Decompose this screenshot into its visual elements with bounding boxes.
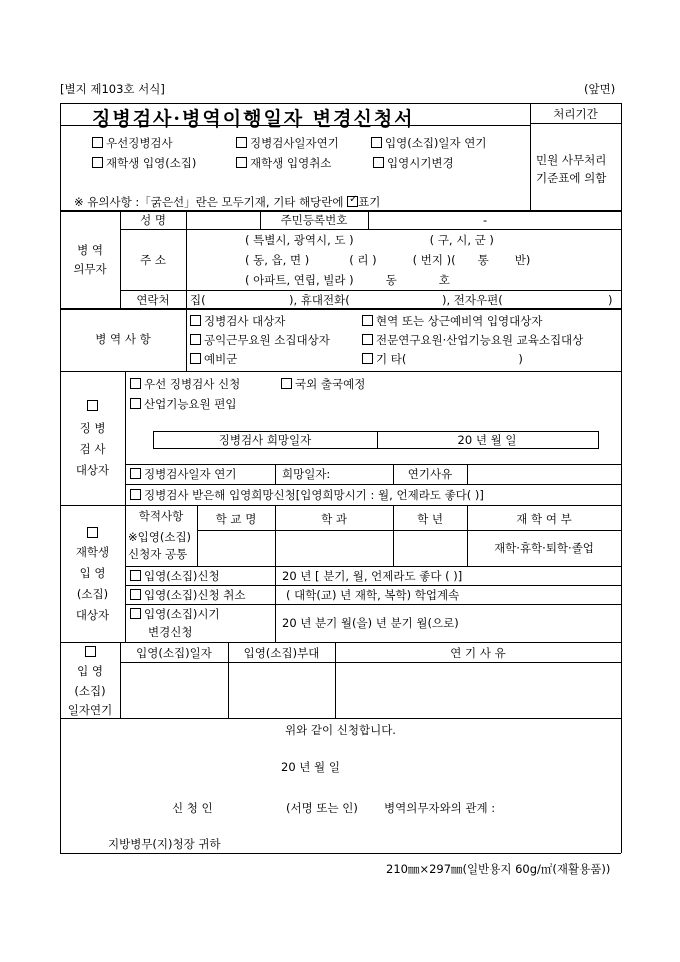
col-status: 재 학 여 부	[516, 512, 572, 526]
check-exam-section[interactable]	[60, 399, 125, 413]
check-after-exam[interactable]: 징병검사 받은해 입영희망신청[입영희망시기 : 월, 언제라도 좋다( )]	[130, 488, 484, 502]
rrn-label: 주민등록번호	[280, 213, 348, 227]
enlist-request-field[interactable]: 20 년 [ 분기, 월, 언제라도 좋다 ( )]	[282, 569, 463, 583]
mobile-field[interactable]: ), 휴대전화(	[289, 293, 350, 307]
processing-label: 처리기간	[553, 107, 598, 121]
home-phone-field[interactable]: 집(	[190, 293, 206, 307]
col-delay-reason: 연 기 사 유	[450, 646, 506, 660]
address-line2[interactable]: ( 동, 읍, 면 ) ( 리 ) ( 번지 )( 통 반)	[245, 253, 531, 267]
enlist-change-field[interactable]: 20 년 분기 월(을) 년 분기 월(으로)	[282, 616, 459, 630]
frame-right	[621, 103, 622, 853]
addressee: 지방병무(지)청장 귀하	[108, 837, 221, 851]
declare-date[interactable]: 20 년 월 일	[281, 760, 340, 774]
check-overseas[interactable]: 국외 출국예정	[281, 377, 365, 391]
col-year: 학 년	[417, 512, 443, 526]
enlist-cancel-field[interactable]: ( 대학(교) 년 재학, 복학) 학업계속	[286, 588, 460, 602]
col-enlist-unit: 입영(소집)부대	[243, 646, 320, 660]
check-enlist-delay[interactable]: 입영(소집)일자 연기	[371, 136, 487, 150]
check-student-cancel[interactable]: 재학생 입영취소	[236, 156, 331, 170]
applicant-label: 신 청 인	[172, 801, 213, 815]
check-industrial[interactable]: 산업기능요원 편입	[130, 397, 237, 411]
person-section-label: 병 역	[77, 243, 103, 257]
processing-text: 민원 사무처리	[536, 153, 607, 167]
declaration: 위와 같이 신청합니다.	[285, 723, 396, 737]
check-enlist-request[interactable]: 입영(소집)신청	[130, 569, 220, 583]
check-priority-exam[interactable]: 우선징병검사	[92, 136, 173, 150]
address-label: 주 소	[140, 253, 166, 267]
check-priority-request[interactable]: 우선 징병검사 신청	[130, 377, 240, 391]
check-enlist-change-req[interactable]: 입영(소집)시기	[130, 607, 220, 621]
paper-spec: 210㎜×297㎜(일반용지 60g/㎡(재활용품))	[386, 862, 611, 876]
check-exam-date-delay[interactable]: 징병검사일자 연기	[130, 467, 237, 481]
enlist-section-label: 입 영	[77, 664, 103, 678]
student-section-label: 재학생	[75, 545, 110, 559]
frame-left	[60, 103, 61, 853]
address-line1[interactable]: ( 특별시, 광역시, 도 ) ( 구, 시, 군 )	[245, 233, 494, 247]
form-title: 징병검사·병역이행일자 변경신청서	[92, 108, 415, 130]
check-student-section[interactable]	[60, 526, 125, 540]
service-label: 병 역 사 항	[95, 332, 151, 346]
hope-date-label: 징병검사 희망일자	[218, 433, 312, 447]
check-active-target[interactable]: 현역 또는 상근예비역 입영대상자	[362, 314, 543, 328]
common-note: ※입영(소집)	[128, 530, 192, 544]
check-other[interactable]: 기 타( )	[362, 352, 523, 366]
col-enlist-date: 입영(소집)일자	[136, 646, 212, 660]
delay-reason-label: 연기사유	[407, 467, 453, 481]
col-major: 학 과	[321, 512, 347, 526]
signature-field[interactable]: (서명 또는 인)	[286, 801, 358, 815]
check-student-enlist[interactable]: 재학생 입영(소집)	[92, 156, 196, 170]
col-academic: 학적사항	[138, 509, 184, 523]
exam-section-label: 징 병	[79, 421, 106, 435]
col-school: 학 교 명	[215, 512, 257, 526]
check-research-service[interactable]: 전문연구요원·산업기능요원 교육소집대상	[362, 333, 583, 347]
check-public-service[interactable]: 공익근무요원 소집대상자	[190, 333, 330, 347]
check-exam-delay[interactable]: 징병검사일자연기	[236, 136, 339, 150]
form-number: [별지 제103호 서식]	[60, 82, 165, 96]
status-options[interactable]: 재학·휴학·퇴학·졸업	[494, 541, 594, 555]
name-field[interactable]	[187, 211, 259, 228]
contact-label: 연락처	[136, 293, 170, 307]
page-side: (앞면)	[584, 82, 616, 96]
check-exam-target[interactable]: 징병검사 대상자	[190, 314, 285, 328]
frame-bottom	[60, 853, 621, 854]
check-enlist-delay-section[interactable]	[60, 645, 120, 659]
notice: ※ 유의사항 :「굵은선」란은 모두기재, 기타 해당란에 ✓ 표기	[74, 194, 381, 209]
name-label: 성 명	[140, 213, 166, 227]
check-enlist-cancel[interactable]: 입영(소집)신청 취소	[130, 588, 246, 602]
relation-field[interactable]: 병역의무자와의 관계 :	[384, 801, 496, 815]
address-line3[interactable]: ( 아파트, 연립, 빌라 ) 동 호	[245, 273, 450, 287]
rrn-field[interactable]: -	[483, 213, 488, 227]
email-field[interactable]: ), 전자우편(	[442, 293, 503, 307]
check-reserve[interactable]: 예비군	[190, 352, 237, 366]
hope-date-field[interactable]: 20 년 월 일	[457, 433, 517, 447]
check-enlist-change[interactable]: 입영시기변경	[373, 156, 454, 170]
delay-hope-date-field[interactable]: 희망일자:	[282, 467, 331, 481]
